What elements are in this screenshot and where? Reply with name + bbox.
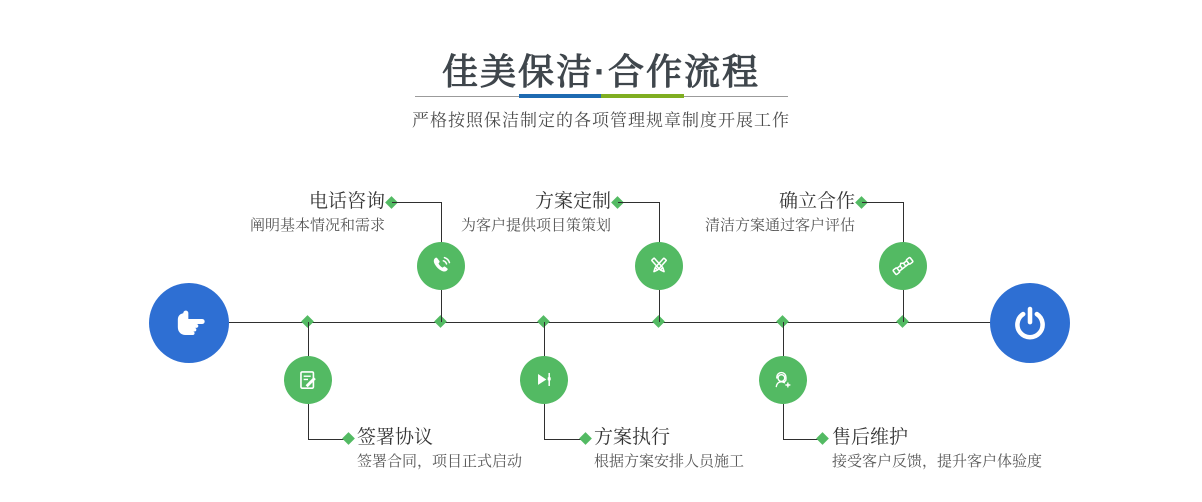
label-diamond (816, 432, 829, 445)
step-subtitle: 根据方案安排人员施工 (594, 453, 745, 470)
step-label-phone (250, 191, 385, 236)
connector-line (903, 202, 904, 243)
connector-line (544, 322, 545, 356)
step-label-support (832, 427, 1042, 472)
timeline-line (229, 322, 991, 323)
step-node-contract (284, 356, 332, 404)
connector-line (544, 404, 545, 439)
phone-icon (428, 253, 454, 279)
step-node-design (635, 242, 683, 290)
step-label-contract (357, 427, 522, 472)
connector-line (903, 290, 904, 322)
connector-line (862, 202, 903, 203)
play-slider-icon (531, 367, 557, 393)
page-title: 佳美保洁·合作流程 (442, 51, 760, 92)
connector-line (308, 322, 309, 356)
timeline-end-node (990, 283, 1070, 363)
connector-line (783, 439, 818, 440)
step-title: 方案执行 (594, 427, 671, 448)
step-title: 售后维护 (832, 427, 909, 448)
connector-line (783, 322, 784, 356)
step-label-design (461, 191, 611, 236)
step-subtitle: 接受客户反馈，提升客户体验度 (832, 453, 1043, 470)
step-subtitle: 为客户提供项目策策划 (460, 217, 611, 234)
connector-line (659, 202, 660, 243)
step-node-execute (520, 356, 568, 404)
divider-accent-green (601, 94, 684, 98)
handshake-icon (889, 252, 917, 280)
label-diamond (342, 432, 355, 445)
timeline-start-node (149, 283, 229, 363)
connector-line (441, 202, 442, 243)
step-label-cooperation (705, 191, 855, 236)
step-title: 签署协议 (357, 427, 434, 448)
power-icon (1009, 302, 1051, 344)
connector-line (783, 404, 784, 439)
step-subtitle: 清洁方案通过客户评估 (704, 217, 855, 234)
connector-line (544, 439, 581, 440)
step-node-support (759, 356, 807, 404)
divider-accent-blue (519, 94, 601, 98)
step-label-execute (594, 427, 744, 472)
label-diamond (579, 432, 592, 445)
step-title: 电话咨询 (308, 191, 385, 212)
step-node-handshake (879, 242, 927, 290)
connector-line (392, 202, 441, 203)
connector-line (441, 290, 442, 322)
step-title: 确立合作 (778, 191, 855, 212)
step-subtitle: 签署合同，项目正式启动 (357, 453, 523, 470)
connector-line (308, 439, 344, 440)
page-subtitle: 严格按照保洁制定的各项管理规章制度开展工作 (412, 111, 790, 130)
crossed-pencils-icon (646, 253, 672, 279)
step-subtitle: 阐明基本情况和需求 (249, 217, 385, 234)
pointing-hand-icon (169, 303, 209, 343)
contract-icon (295, 367, 321, 393)
step-title: 方案定制 (534, 191, 611, 212)
headset-agent-icon (770, 367, 796, 393)
connector-line (618, 202, 659, 203)
step-node-phone (417, 242, 465, 290)
connector-line (659, 290, 660, 322)
connector-line (308, 404, 309, 439)
